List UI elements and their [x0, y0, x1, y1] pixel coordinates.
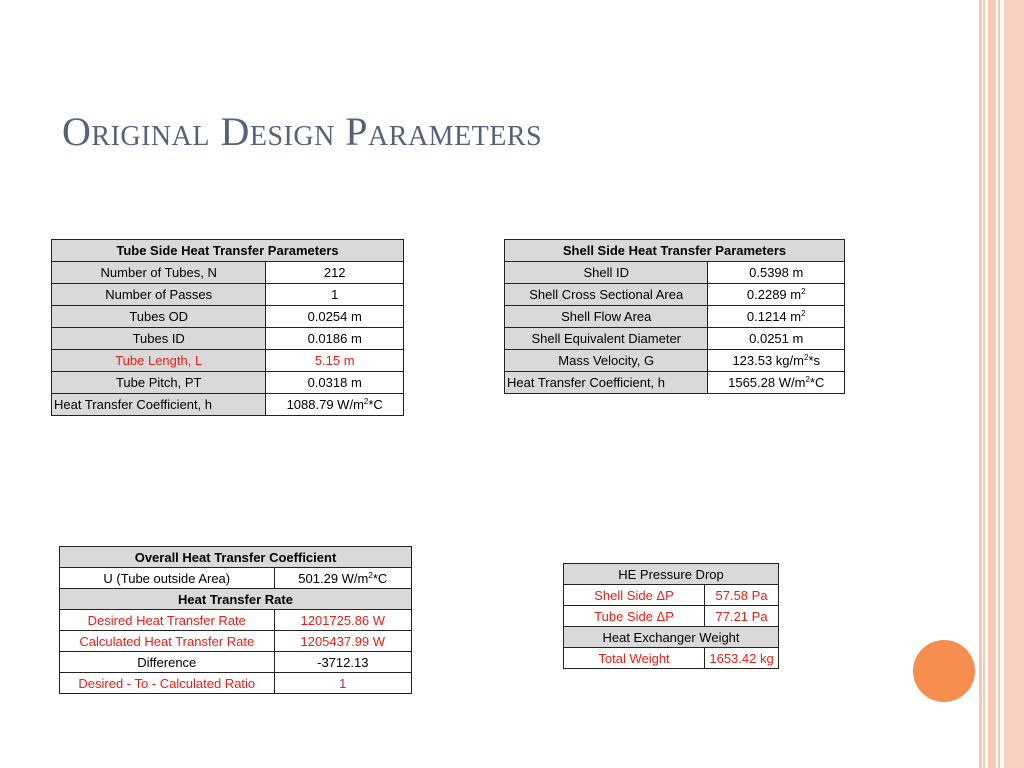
table-row [60, 568, 412, 589]
param-value: 1201725.86 W [274, 610, 411, 631]
table-row [505, 350, 845, 372]
param-value: 1205437.99 W [274, 631, 411, 652]
param-label: Tube Length, L [52, 350, 266, 372]
param-label: Shell ID [505, 262, 708, 284]
table-row [564, 606, 779, 627]
param-value: 0.0186 m [266, 328, 404, 350]
param-label: Mass Velocity, G [505, 350, 708, 372]
value-unit: *C [372, 570, 388, 586]
table-row [505, 284, 845, 306]
param-value: 1 [274, 673, 411, 694]
table-header: Overall Heat Transfer Coefficient [60, 547, 412, 568]
param-label: Tubes ID [52, 328, 266, 350]
param-value: 0.0318 m [266, 372, 404, 394]
value-exponent: 2 [363, 397, 369, 406]
value-exponent: 2 [801, 287, 806, 296]
table-row [52, 372, 404, 394]
value-text: 0.1214 m [746, 309, 802, 324]
param-value: 0.5398 m [708, 262, 845, 284]
param-value: 57.58 Pa [705, 585, 779, 606]
table-header: HE Pressure Drop [564, 564, 779, 585]
param-label: U (Tube outside Area) [60, 568, 275, 589]
table-row [60, 652, 412, 673]
table-row [52, 350, 404, 372]
decorative-circle [913, 640, 975, 702]
slide-title: Original Design Parameters [62, 109, 543, 154]
pressure-drop-table [563, 563, 779, 669]
shell-side-table [504, 239, 845, 394]
param-value: 77.21 Pa [705, 606, 779, 627]
decorative-stripe [998, 0, 1000, 768]
table-row [505, 328, 845, 350]
param-label: Tube Pitch, PT [52, 372, 266, 394]
table-subheader: Heat Transfer Rate [60, 589, 412, 610]
param-label: Shell Side ΔP [564, 585, 705, 606]
decorative-stripe [988, 0, 996, 768]
param-label: Tubes OD [52, 306, 266, 328]
param-label: Number of Passes [52, 284, 266, 306]
param-value [266, 394, 404, 416]
table-subheader: Heat Exchanger Weight [564, 627, 779, 648]
decorative-stripe [983, 0, 985, 768]
overall-heat-transfer-table [59, 546, 412, 694]
param-label: Heat Transfer Coefficient, h [505, 372, 708, 394]
param-value: 0.0251 m [708, 328, 845, 350]
value-exponent: 2 [368, 570, 373, 580]
table-row [52, 284, 404, 306]
tube-side-table [51, 239, 404, 416]
value-exponent: 2 [803, 353, 809, 362]
param-label: Calculated Heat Transfer Rate [60, 631, 275, 652]
param-label: Total Weight [564, 648, 705, 669]
value-text: 0.2289 m [746, 287, 802, 302]
param-value [708, 306, 845, 328]
param-label: Number of Tubes, N [52, 262, 266, 284]
value-text: 1565.28 W/m [728, 375, 806, 390]
param-value [708, 284, 845, 306]
param-value: -3712.13 [274, 652, 411, 673]
param-value: 5.15 m [266, 350, 404, 372]
table-row [564, 585, 779, 606]
param-label: Desired - To - Calculated Ratio [60, 673, 275, 694]
table-header: Shell Side Heat Transfer Parameters [505, 240, 845, 262]
param-value [274, 568, 411, 589]
param-label: Shell Flow Area [505, 306, 708, 328]
value-exponent: 2 [801, 309, 806, 318]
table-header: Tube Side Heat Transfer Parameters [52, 240, 404, 262]
param-value: 1653.42 kg [705, 648, 779, 669]
table-row [52, 328, 404, 350]
param-value: 212 [266, 262, 404, 284]
param-label: Heat Transfer Coefficient, h [52, 394, 266, 416]
param-label: Shell Cross Sectional Area [505, 284, 708, 306]
decorative-stripe [979, 0, 982, 768]
value-text: 1088.79 W/m [286, 397, 364, 412]
table-row [505, 372, 845, 394]
table-row [60, 631, 412, 652]
table-row [52, 306, 404, 328]
value-unit: *C [368, 397, 383, 412]
table-row [505, 262, 845, 284]
value-unit: *s [808, 353, 820, 368]
decorative-stripe [1004, 0, 1024, 768]
param-label: Desired Heat Transfer Rate [60, 610, 275, 631]
value-text: 501.29 W/m [298, 570, 369, 586]
table-row [52, 262, 404, 284]
table-row [505, 306, 845, 328]
param-label: Difference [60, 652, 275, 673]
table-row [52, 394, 404, 416]
table-row [60, 673, 412, 694]
table-row [60, 610, 412, 631]
param-label: Shell Equivalent Diameter [505, 328, 708, 350]
param-value: 0.0254 m [266, 306, 404, 328]
value-unit: *C [809, 375, 825, 390]
value-exponent: 2 [805, 375, 810, 384]
value-text: 123.53 kg/m [732, 353, 804, 368]
table-row [564, 648, 779, 669]
param-value: 1 [266, 284, 404, 306]
param-value [708, 372, 845, 394]
param-value [708, 350, 845, 372]
param-label: Tube Side ΔP [564, 606, 705, 627]
